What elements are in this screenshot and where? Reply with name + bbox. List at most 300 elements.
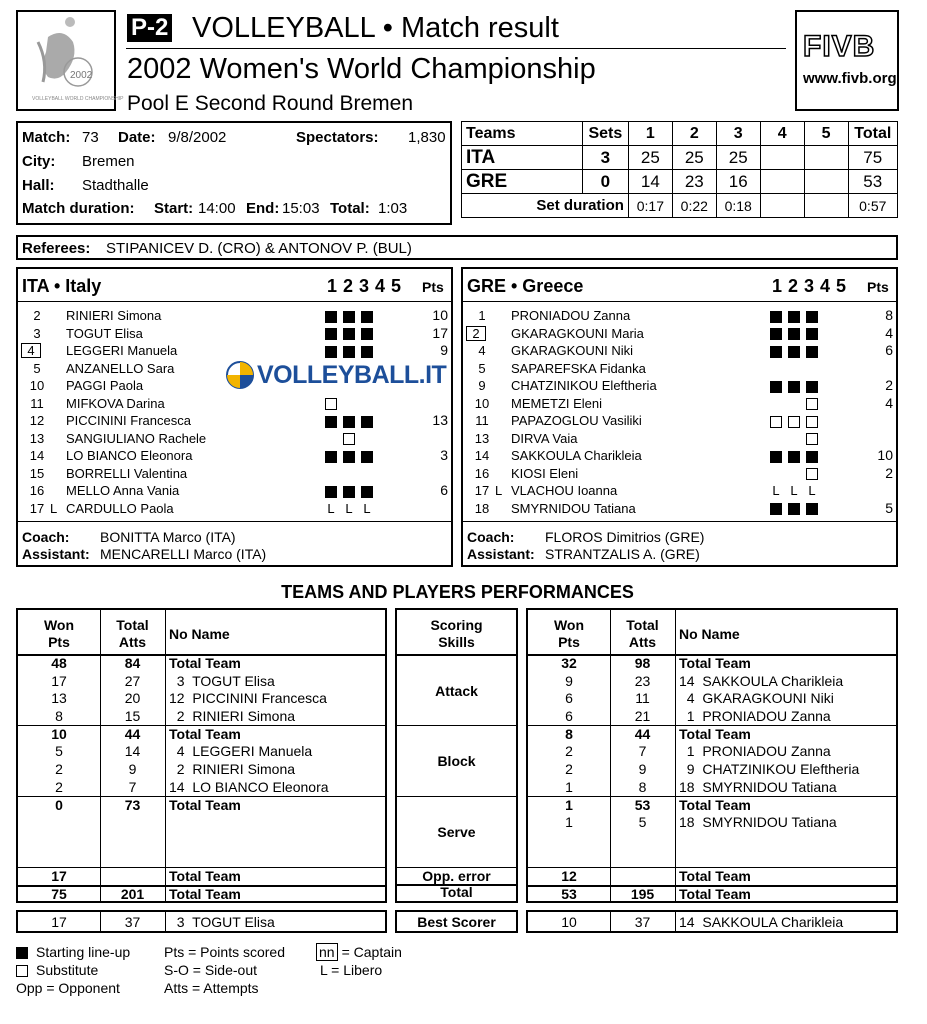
player-row [463, 395, 896, 412]
starter-square-icon [361, 311, 373, 323]
player-or-team: Total Team [679, 885, 751, 902]
sets-won: 0 [582, 170, 628, 194]
page-title: VOLLEYBALL • Match result [192, 12, 559, 44]
won-pts: 32 [561, 655, 577, 671]
won-pts: 9 [565, 672, 573, 689]
coach-name: BONITTA Marco (ITA) [100, 529, 236, 545]
volleyball-icon [225, 360, 255, 390]
player-points: 5 [885, 499, 893, 516]
starter-square-icon [806, 346, 818, 358]
referees-value: STIPANICEV D. (CRO) & ANTONOV P. (BUL) [106, 240, 412, 257]
player-skill-row [18, 673, 385, 691]
player-number: 4 [21, 343, 41, 358]
referees-box [16, 235, 898, 260]
starter-square-icon [806, 328, 818, 340]
total-points: 75 [848, 146, 897, 170]
set-score [804, 146, 848, 170]
set-participation [770, 377, 824, 394]
player-or-team: Total Team [679, 725, 751, 742]
starter-square-icon [361, 346, 373, 358]
gre-performance-table [526, 608, 898, 903]
starter-square-icon [770, 451, 782, 463]
total-atts: 14 [124, 743, 141, 760]
player-or-team: 2 RINIERI Simona [169, 707, 296, 724]
player-name: LO BIANCO Eleonora [66, 448, 193, 463]
player-name: PRONIADOU Zanna [511, 308, 631, 323]
volleyball-it-watermark [225, 360, 446, 390]
legend-substitute: Substitute [16, 961, 130, 979]
player-row [463, 377, 896, 394]
player-or-team: 9 CHATZINIKOU Eleftheria [679, 761, 860, 777]
substitute-square-icon [343, 433, 355, 445]
total-atts: 5 [638, 814, 647, 831]
starter-square-icon [361, 451, 373, 463]
player-row [18, 307, 451, 324]
player-row [18, 412, 451, 429]
player-number: 15 [29, 465, 45, 481]
title-divider [126, 48, 786, 49]
starter-square-icon [343, 311, 355, 323]
total-atts: 23 [634, 672, 651, 689]
set-participation [325, 325, 379, 342]
set-duration: 0:17 [628, 194, 672, 218]
player-name: MELLO Anna Vania [66, 483, 180, 498]
won-pts: 48 [51, 655, 67, 671]
player-skill-row [528, 779, 896, 797]
legend-captain: nn = Captain [316, 943, 402, 961]
performance-title: TEAMS AND PLAYERS PERFORMANCES [281, 582, 634, 602]
player-or-team: 14 LO BIANCO Eleonora [169, 778, 329, 795]
set-participation [770, 342, 824, 359]
skill-serve: Serve [437, 824, 476, 840]
col-set5: 5 [804, 122, 848, 146]
starter-square-icon [806, 451, 818, 463]
set-duration: 0:22 [672, 194, 716, 218]
won-pts: 17 [51, 867, 67, 884]
won-pts: 8 [55, 707, 63, 724]
won-pts: 75 [51, 885, 67, 902]
legend-starting: Starting line-up [16, 943, 130, 961]
skill-attack: Attack [435, 683, 478, 699]
ita-best-scorer [16, 910, 387, 933]
total-atts: 53 [634, 796, 651, 813]
player-row [18, 342, 451, 359]
player-skill-row [18, 690, 385, 708]
duration-label: Match duration: [22, 200, 135, 217]
player-number: 11 [475, 413, 489, 428]
spectators-label: Spectators: [296, 129, 379, 146]
player-number: 11 [30, 395, 44, 411]
player-points: 6 [440, 482, 448, 498]
set-participation [770, 412, 824, 429]
player-row [18, 325, 451, 342]
player-or-team: Total Team [169, 655, 241, 671]
won-pts: 1 [565, 778, 573, 795]
set-duration-label: Set duration [462, 194, 629, 218]
legend-pts: Pts = Points scored [164, 944, 286, 960]
player-row [463, 465, 896, 482]
svg-text:VOLLEYBALL WORLD CHAMPIONSHIP: VOLLEYBALL WORLD CHAMPIONSHIP [32, 96, 124, 102]
set-participation [770, 447, 824, 464]
best-scorer-label: Best Scorer [417, 914, 496, 930]
total-atts: 27 [124, 672, 141, 689]
score-table [461, 121, 898, 218]
set-score [760, 146, 804, 170]
total-atts: 98 [634, 655, 651, 671]
player-name: VLACHOU Ioanna [511, 483, 618, 498]
player-number: 16 [29, 483, 45, 498]
starter-square-icon [343, 486, 355, 498]
starter-square-icon [325, 451, 337, 463]
player-points: 13 [432, 412, 448, 428]
player-or-team: 1 PRONIADOU Zanna [679, 743, 831, 760]
player-or-team: Total Team [169, 796, 241, 813]
starter-square-icon [325, 328, 337, 340]
set-participation [325, 482, 379, 499]
set-participation [770, 500, 824, 517]
page-badge: P-2 [127, 14, 172, 42]
score-row-gre [462, 170, 898, 194]
pts-header: Pts [867, 279, 889, 295]
team-roster-gre [461, 267, 898, 567]
player-row [463, 412, 896, 429]
legend-libero: L = Libero [320, 962, 383, 978]
gre-best-scorer [526, 910, 898, 933]
starter-square-icon [788, 346, 800, 358]
match-info-box [16, 121, 452, 225]
set-score: 16 [716, 170, 760, 194]
starter-square-icon [325, 346, 337, 358]
starter-square-icon [770, 346, 782, 358]
spectators-value: 1,830 [408, 129, 446, 146]
total-atts: 44 [124, 725, 141, 742]
player-name: SANGIULIANO Rachele [66, 430, 207, 446]
starter-square-icon [325, 486, 337, 498]
total-label: Total: [330, 200, 370, 217]
player-points: 2 [885, 464, 893, 481]
championship-logo [16, 10, 124, 111]
total-atts: 15 [124, 707, 141, 724]
starter-square-icon [770, 381, 782, 393]
set-participation [770, 325, 824, 342]
player-name: GKARAGKOUNI Maria [511, 325, 644, 341]
libero-marker: L [50, 500, 58, 516]
best-total-atts: 37 [124, 914, 141, 930]
set-score: 25 [672, 146, 716, 170]
set-score [760, 170, 804, 194]
set-participation [325, 430, 361, 447]
set-participation [770, 430, 824, 447]
libero-mark: L [327, 500, 335, 516]
total-team-row [528, 797, 896, 815]
player-number: 3 [33, 325, 41, 341]
won-pts: 2 [55, 761, 63, 777]
skill-block: Block [437, 753, 476, 769]
city-value: Bremen [82, 153, 135, 170]
won-pts: 53 [561, 885, 577, 902]
starter-square-icon [770, 311, 782, 323]
legend-col-3 [316, 943, 402, 979]
libero-mark: L [808, 483, 816, 498]
total-team-row [18, 797, 385, 815]
score-row-ita [462, 146, 898, 170]
city-label: City: [22, 153, 56, 170]
skill-opp-error: Opp. error [422, 868, 491, 884]
substitute-square-icon [770, 416, 782, 428]
player-name: CARDULLO Paola [66, 500, 174, 516]
legend-col-1 [16, 943, 130, 997]
player-number: 13 [474, 430, 490, 446]
player-number: 12 [29, 413, 45, 428]
libero-mark: L [363, 500, 371, 516]
player-name: CHATZINIKOU Eleftheria [511, 378, 657, 393]
player-or-team: 4 GKARAGKOUNI Niki [679, 690, 834, 707]
player-or-team: Total Team [679, 655, 751, 671]
total-atts: 20 [124, 690, 141, 707]
pts-header: Pts [422, 279, 444, 295]
best-total-atts: 37 [634, 914, 651, 930]
player-name: SMYRNIDOU Tatiana [511, 500, 636, 516]
ita-performance-table [16, 608, 387, 903]
total-atts: 84 [124, 655, 141, 671]
start-label: Start: [154, 200, 194, 217]
won-pts: 6 [565, 707, 573, 724]
player-list [463, 307, 896, 517]
col-total-atts: Total Atts [116, 617, 149, 650]
player-name: BORRELLI Valentina [66, 465, 188, 481]
player-skill-row [528, 814, 896, 832]
empty-square-icon [16, 965, 28, 977]
starter-square-icon [788, 451, 800, 463]
starter-square-icon [788, 381, 800, 393]
player-number: 10 [474, 395, 490, 411]
starter-square-icon [806, 311, 818, 323]
set-header: 1 2 3 4 5 [327, 276, 402, 296]
best-won-pts: 17 [51, 914, 67, 930]
substitute-square-icon [806, 433, 818, 445]
set-score: 25 [628, 146, 672, 170]
player-skill-row [528, 690, 896, 708]
set-duration-row [462, 194, 898, 218]
player-number: 2 [33, 308, 41, 323]
fivb-wordmark: FIVB [803, 30, 876, 63]
player-row [463, 430, 896, 447]
total-atts: 7 [128, 778, 137, 795]
total-atts: 9 [128, 761, 137, 777]
total-team-row [528, 886, 896, 904]
assistant-label: Assistant: [22, 546, 90, 562]
player-or-team: 18 SMYRNIDOU Tatiana [679, 814, 837, 831]
player-points: 4 [885, 394, 893, 411]
referees-label: Referees: [22, 240, 91, 257]
set-participation [325, 412, 379, 429]
team-name: ITA • Italy [22, 276, 102, 296]
player-number: 5 [33, 360, 41, 376]
player-skill-row [528, 743, 896, 761]
player-points: 4 [885, 324, 893, 341]
col-set3: 3 [716, 122, 760, 146]
set-participation [325, 447, 379, 464]
col-set1: 1 [628, 122, 672, 146]
col-no-name: No Name [679, 626, 740, 642]
total-atts: 21 [634, 707, 651, 724]
best-player: 3 TOGUT Elisa [169, 914, 275, 930]
won-pts: 13 [51, 690, 67, 707]
svg-text:2002: 2002 [70, 70, 93, 81]
player-name: DIRVA Vaia [511, 430, 578, 446]
player-skill-row [18, 743, 385, 761]
starter-square-icon [343, 346, 355, 358]
hall-value: Stadthalle [82, 177, 149, 194]
total-team-row [528, 726, 896, 744]
set-participation [325, 395, 343, 412]
set-duration-total: 0:57 [848, 194, 897, 218]
set-participation [325, 500, 379, 517]
total-team-row [18, 868, 385, 886]
team-roster-ita [16, 267, 453, 567]
player-skill-row [18, 814, 385, 832]
col-total-atts: Total Atts [626, 617, 659, 650]
set-participation [325, 342, 379, 359]
starter-square-icon [361, 486, 373, 498]
hall-label: Hall: [22, 177, 55, 194]
best-won-pts: 10 [561, 914, 577, 930]
best-player: 14 SAKKOULA Charikleia [679, 914, 844, 930]
player-skill-row [528, 708, 896, 726]
player-row [18, 430, 451, 447]
fivb-logo [795, 10, 899, 111]
end-time: 15:03 [282, 200, 320, 217]
set-score: 25 [716, 146, 760, 170]
assistant-name: MENCARELLI Marco (ITA) [100, 546, 267, 562]
set-participation [770, 307, 824, 324]
total-atts: 7 [638, 743, 647, 760]
end-label: End: [246, 200, 280, 217]
coach-label: Coach: [22, 529, 70, 545]
scoring-skills-column [395, 608, 518, 903]
coach-name: FLOROS Dimitrios (GRE) [545, 529, 705, 545]
starter-square-icon [361, 328, 373, 340]
libero-marker: L [495, 483, 503, 498]
starter-square-icon [343, 451, 355, 463]
player-row [463, 342, 896, 359]
player-row [18, 482, 451, 499]
starter-square-icon [343, 416, 355, 428]
blank-set [770, 468, 782, 480]
player-row [463, 447, 896, 464]
player-row [18, 465, 451, 482]
player-or-team: 14 SAKKOULA Charikleia [679, 672, 844, 689]
col-sets: Sets [582, 122, 628, 146]
blank-set [788, 398, 800, 410]
player-skill-row [528, 673, 896, 691]
won-pts: 1 [565, 796, 573, 813]
col-total: Total [848, 122, 897, 146]
total-time: 1:03 [378, 200, 408, 217]
won-pts: 2 [565, 761, 573, 777]
set-participation [770, 395, 824, 412]
volleyball-player-logo-icon [18, 12, 124, 109]
player-name: SAPAREFSKA Fidanka [511, 360, 646, 376]
player-or-team: Total Team [169, 885, 241, 902]
player-skill-row [18, 708, 385, 726]
won-pts: 5 [55, 743, 63, 760]
libero-mark: L [772, 483, 780, 498]
team-code: ITA [462, 146, 583, 170]
team-code: GRE [462, 170, 583, 194]
player-row [463, 360, 896, 377]
player-skill-row [18, 832, 385, 850]
set-score [804, 170, 848, 194]
player-or-team: 12 PICCININI Francesca [169, 690, 327, 707]
player-or-team: 18 SMYRNIDOU Tatiana [679, 778, 837, 795]
legend-atts: Atts = Attempts [164, 980, 259, 996]
won-pts: 1 [565, 814, 573, 831]
set-score: 23 [672, 170, 716, 194]
player-skill-row [18, 761, 385, 779]
set-participation [770, 465, 824, 482]
player-name: PICCININI Francesca [66, 413, 191, 428]
set-participation [770, 482, 824, 499]
total-atts: 44 [634, 725, 651, 742]
player-points: 10 [877, 447, 893, 463]
won-pts: 12 [561, 867, 577, 884]
player-row [18, 500, 451, 517]
player-or-team: 2 RINIERI Simona [169, 761, 296, 777]
player-skill-row [18, 849, 385, 867]
player-number: 14 [474, 448, 490, 463]
fivb-url: www.fivb.org [803, 70, 897, 87]
player-name: LEGGERI Manuela [66, 343, 178, 358]
substitute-square-icon [325, 398, 337, 410]
player-row [463, 325, 896, 342]
coach-label: Coach: [467, 529, 515, 545]
total-team-row [18, 886, 385, 904]
starter-square-icon [343, 328, 355, 340]
won-pts: 17 [51, 672, 67, 689]
total-atts: 201 [120, 885, 145, 902]
won-pts: 0 [55, 796, 63, 813]
total-atts: 73 [124, 796, 141, 813]
player-points: 6 [885, 342, 893, 358]
player-or-team: 4 LEGGERI Manuela [169, 743, 313, 760]
player-number: 4 [478, 343, 486, 358]
player-number: 9 [478, 378, 486, 393]
starter-square-icon [325, 416, 337, 428]
won-pts: 6 [565, 690, 573, 707]
starter-square-icon [770, 503, 782, 515]
championship-title: 2002 Women's World Championship [127, 53, 596, 85]
player-name: MEMETZI Eleni [511, 395, 603, 411]
total-atts: 8 [638, 778, 647, 795]
col-teams: Teams [462, 122, 583, 146]
starter-square-icon [361, 416, 373, 428]
player-points: 17 [432, 324, 448, 341]
won-pts: 2 [565, 743, 573, 760]
captain-box: nn [316, 943, 338, 961]
total-atts: 11 [635, 690, 650, 707]
legend-so: S-O = Side-out [164, 962, 257, 978]
player-name: GKARAGKOUNI Niki [511, 343, 634, 358]
libero-mark: L [345, 500, 353, 516]
player-or-team: 3 TOGUT Elisa [169, 672, 275, 689]
player-or-team: Total Team [169, 725, 241, 742]
player-number: 14 [29, 448, 45, 463]
player-or-team: Total Team [169, 867, 241, 884]
col-no-name: No Name [169, 626, 230, 642]
filled-square-icon [16, 947, 28, 959]
player-number: 16 [474, 465, 490, 481]
